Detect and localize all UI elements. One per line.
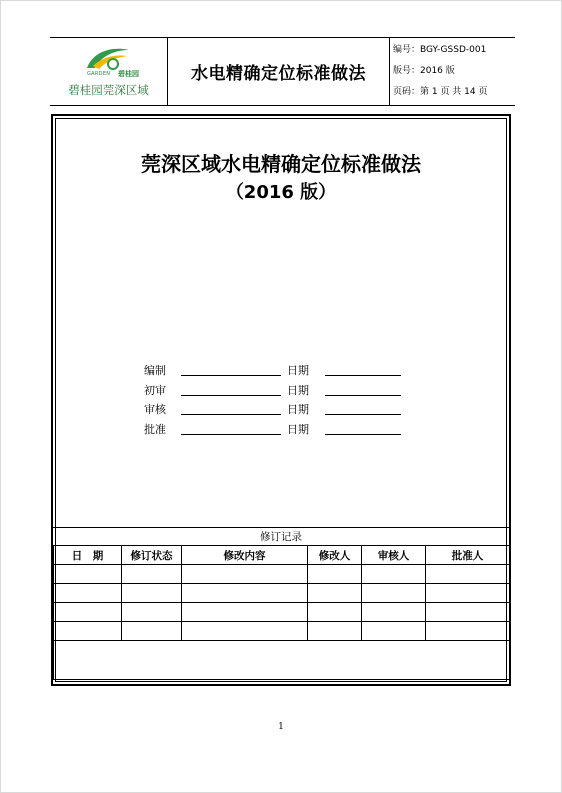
table-cell[interactable] [182, 603, 308, 622]
logo-cell [50, 38, 168, 105]
table-cell[interactable] [182, 565, 308, 584]
revision-title: 修订记录 [53, 527, 509, 546]
table-cell[interactable] [362, 565, 426, 584]
logo-brand-en: GARDEN [87, 71, 111, 77]
table-cell[interactable] [308, 584, 362, 603]
table-cell[interactable] [122, 622, 182, 641]
table-cell[interactable] [308, 603, 362, 622]
table-row [54, 603, 510, 622]
logo-brand-cn: 碧桂园 [118, 70, 139, 78]
doc-version: 版号：2016 版 [393, 66, 455, 76]
revision-header-row [54, 546, 510, 565]
date-line[interactable] [325, 434, 401, 435]
doc-code: 编号：BGY-GSSD-001 [393, 45, 487, 55]
signature-role: 审核 [144, 403, 166, 416]
cover-version: （2016 版） [225, 182, 337, 203]
page-number: 1 [278, 722, 284, 732]
table-cell[interactable] [182, 584, 308, 603]
table-cell[interactable] [362, 584, 426, 603]
table-cell[interactable] [426, 565, 510, 584]
table-cell[interactable] [362, 622, 426, 641]
table-cell[interactable] [54, 603, 122, 622]
date-label: 日期 [287, 384, 309, 397]
doc-info-cell [390, 38, 515, 105]
signature-role: 批准 [144, 423, 166, 436]
table-row [54, 584, 510, 603]
table-cell[interactable] [308, 622, 362, 641]
col-header-reviewer: 审核人 [362, 546, 426, 565]
col-header-approver: 批准人 [426, 546, 510, 565]
company-name: 碧桂园莞深区域 [68, 83, 149, 97]
signature-role: 初审 [144, 384, 166, 397]
date-label: 日期 [287, 364, 309, 377]
signature-line[interactable] [181, 375, 281, 376]
date-line[interactable] [325, 375, 401, 376]
date-label: 日期 [287, 403, 309, 416]
table-cell[interactable] [122, 584, 182, 603]
table-cell[interactable] [182, 622, 308, 641]
table-cell[interactable] [54, 565, 122, 584]
table-row [54, 622, 510, 641]
header-doc-title: 水电精确定位标准做法 [168, 38, 390, 105]
table-row-merged [54, 641, 510, 680]
col-header-modifier: 修改人 [308, 546, 362, 565]
table-cell[interactable] [122, 565, 182, 584]
table-cell[interactable] [426, 622, 510, 641]
table-row [54, 565, 510, 584]
document-header [50, 37, 515, 106]
col-header-content: 修改内容 [182, 546, 308, 565]
table-cell[interactable] [54, 622, 122, 641]
revision-table [53, 545, 510, 680]
table-cell[interactable] [362, 603, 426, 622]
table-cell[interactable] [122, 603, 182, 622]
doc-page-info: 页码：第 1 页 共 14 页 [393, 87, 488, 97]
table-cell[interactable] [426, 603, 510, 622]
signature-line[interactable] [181, 434, 281, 435]
revision-record [53, 527, 509, 684]
cover-box [51, 114, 511, 686]
date-label: 日期 [287, 423, 309, 436]
table-cell[interactable] [308, 565, 362, 584]
col-header-date: 日 期 [54, 546, 122, 565]
cover-title: 莞深区域水电精确定位标准做法 [141, 152, 421, 176]
col-header-status: 修订状态 [122, 546, 182, 565]
table-cell[interactable] [426, 584, 510, 603]
table-cell-merged[interactable] [54, 641, 510, 680]
table-cell[interactable] [54, 584, 122, 603]
date-line[interactable] [325, 395, 401, 396]
date-line[interactable] [325, 414, 401, 415]
signature-line[interactable] [181, 414, 281, 415]
signature-role: 编制 [144, 364, 166, 377]
signature-line[interactable] [181, 395, 281, 396]
